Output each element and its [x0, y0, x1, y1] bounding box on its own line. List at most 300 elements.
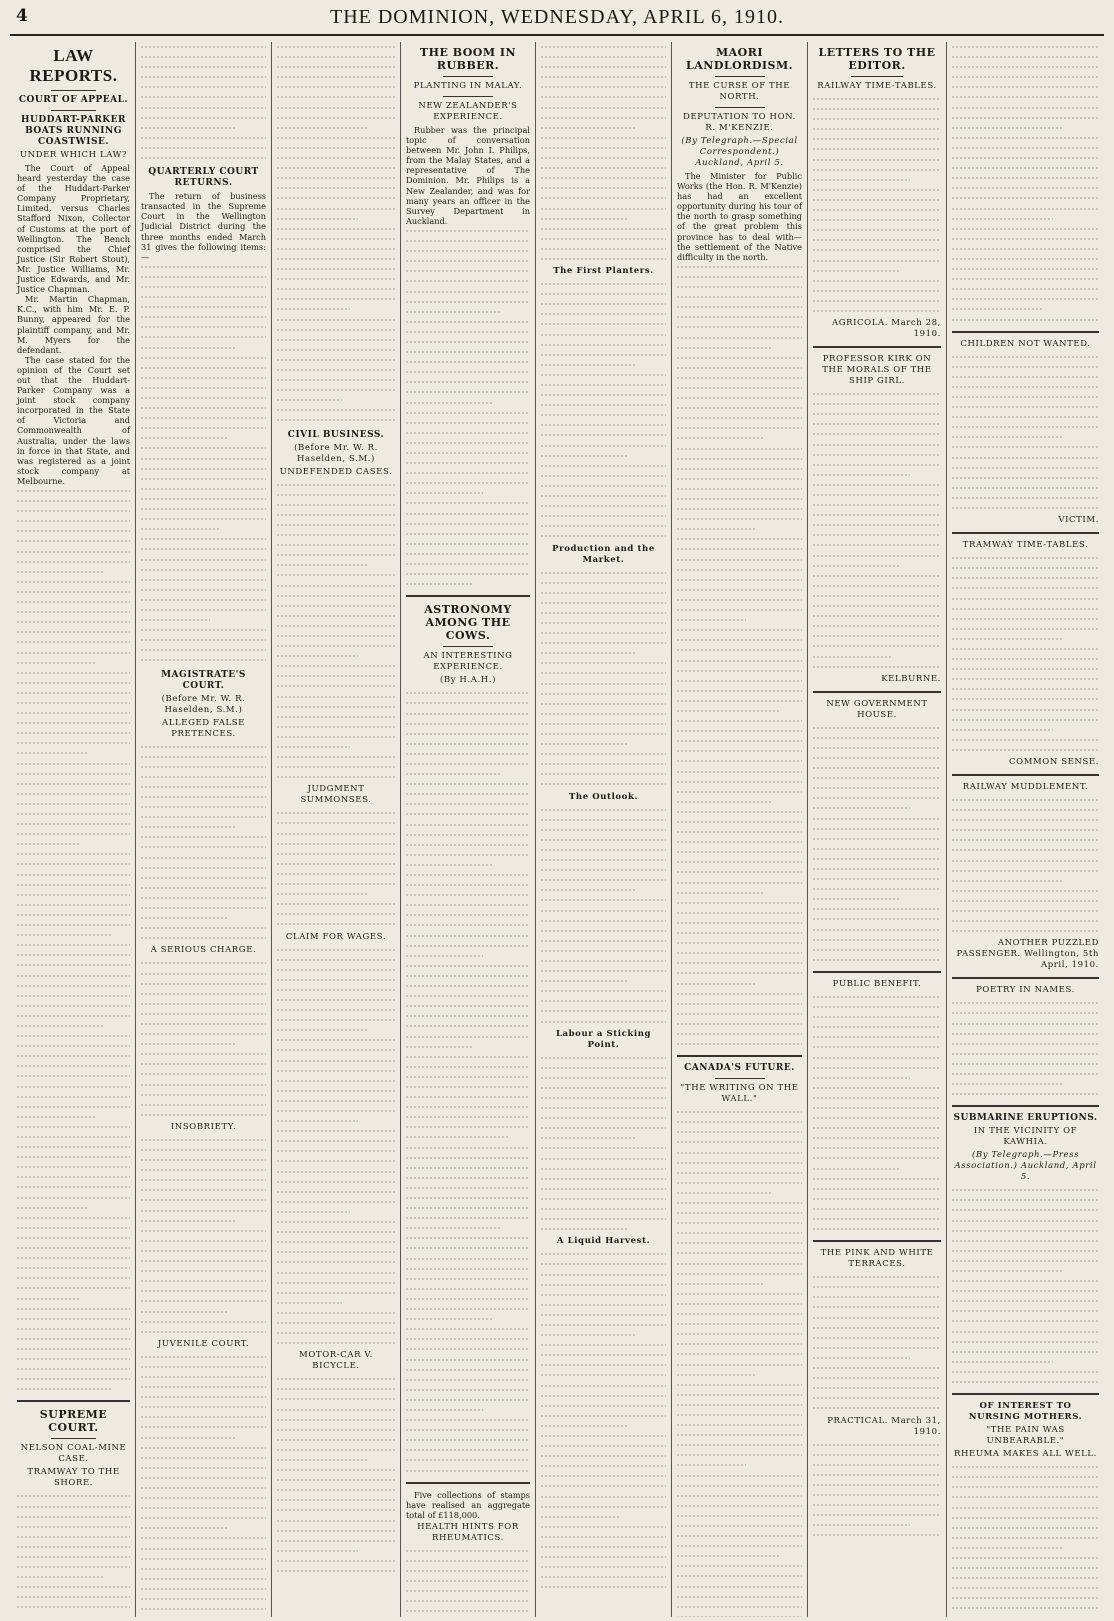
- text-line: [813, 793, 941, 803]
- text-line: [406, 1193, 530, 1203]
- text-line: [541, 699, 666, 709]
- text-line: [541, 1391, 666, 1401]
- text-line: [406, 226, 530, 236]
- text-line: [541, 42, 666, 52]
- text-line: [277, 919, 395, 929]
- text-line: [277, 1516, 395, 1526]
- text-line: [406, 1556, 530, 1566]
- text-line: [17, 668, 130, 678]
- text-line: [141, 1352, 266, 1362]
- text-line: [952, 1079, 1064, 1089]
- text-line: [141, 103, 266, 113]
- text-line: [813, 440, 941, 450]
- text-line: [952, 1306, 1099, 1316]
- text-line: [952, 183, 1099, 193]
- text-line: [541, 471, 666, 481]
- text-line: [677, 847, 802, 857]
- text-line: [17, 1041, 130, 1051]
- text-line: [406, 698, 530, 708]
- body-text: [813, 1272, 941, 1413]
- text-line: [277, 325, 395, 335]
- text-line: [677, 777, 802, 787]
- text-line: [813, 1490, 941, 1500]
- column-rubber-continued: [535, 42, 671, 1617]
- text-line: [541, 729, 666, 739]
- text-line: [406, 789, 530, 799]
- text-line: [141, 1392, 266, 1402]
- text-line: [406, 337, 530, 347]
- text-line: [813, 1022, 941, 1032]
- text-line: [952, 856, 1099, 866]
- text-line: [277, 204, 395, 214]
- text-line: [141, 433, 227, 443]
- text-line: [813, 1012, 941, 1022]
- text-line: [677, 857, 802, 867]
- text-line: [541, 1451, 666, 1461]
- text-line: [406, 1334, 530, 1344]
- text-line: [541, 1194, 666, 1204]
- subheading-claim-wages: CLAIM FOR WAGES.: [285, 931, 387, 942]
- text-line: [17, 1344, 130, 1354]
- text-line: [677, 1218, 802, 1228]
- text-line: [677, 504, 802, 514]
- text-line: [677, 373, 802, 383]
- text-line: [17, 486, 130, 496]
- text-line: [952, 896, 1099, 906]
- text-line: [952, 1573, 1099, 1583]
- text-line: [141, 1296, 266, 1306]
- text-line: [141, 565, 266, 575]
- text-line: [406, 559, 530, 569]
- text-line: [406, 1576, 530, 1586]
- text-line: [952, 1276, 1099, 1286]
- text-line: [277, 591, 395, 601]
- text-line: [141, 1286, 266, 1296]
- text-line: [813, 733, 941, 743]
- text-line: [541, 254, 666, 264]
- text-line: [17, 1021, 103, 1031]
- text-line: [541, 1421, 627, 1431]
- subheading-labour: Labour a Sticking Point.: [555, 1028, 652, 1050]
- text-line: [277, 601, 395, 611]
- text-line: [141, 1463, 266, 1473]
- text-line: [952, 906, 1099, 916]
- text-line: [952, 463, 1099, 473]
- text-line: [17, 577, 130, 587]
- text-line: [277, 143, 395, 153]
- text-line: [406, 920, 530, 930]
- text-line: [17, 920, 130, 930]
- text-line: [141, 1155, 266, 1165]
- subheading-poetry-names: POETRY IN NAMES.: [976, 985, 1075, 996]
- text-line: [677, 635, 802, 645]
- text-line: [277, 909, 395, 919]
- text-line: [541, 133, 666, 143]
- text-line: [17, 1532, 130, 1542]
- text-line: [277, 123, 367, 133]
- text-line: [677, 544, 802, 554]
- text-line: [952, 1357, 1053, 1367]
- text-line: [952, 604, 1099, 614]
- text-line: [141, 1453, 266, 1463]
- text-line: [141, 903, 266, 913]
- text-line: [17, 859, 130, 869]
- text-line: [406, 1082, 530, 1092]
- text-line: [952, 453, 1099, 463]
- text-line: [952, 1195, 1099, 1205]
- text-line: [813, 286, 941, 296]
- text-line: [813, 1403, 941, 1413]
- text-line: [952, 845, 1099, 855]
- text-line: [952, 1246, 1099, 1256]
- text-line: [141, 923, 266, 933]
- subheading-children-not-wanted: CHILDREN NOT WANTED.: [960, 338, 1091, 349]
- text-line: [141, 792, 266, 802]
- text-line: [952, 624, 1099, 634]
- text-line: [141, 443, 266, 453]
- text-line: [813, 904, 941, 914]
- text-line: [141, 655, 266, 665]
- text-line: [277, 641, 395, 651]
- text-line: [277, 1394, 395, 1404]
- text-line: [17, 1001, 130, 1011]
- text-line: [141, 1433, 236, 1443]
- text-line: [277, 415, 395, 425]
- text-line: [17, 880, 130, 890]
- text-line: [677, 605, 802, 615]
- text-line: [541, 1174, 666, 1184]
- body-text: [277, 808, 395, 929]
- text-line: [141, 373, 266, 383]
- body-text: [17, 486, 130, 1394]
- text-line: [17, 971, 130, 981]
- text-line: [541, 1552, 666, 1562]
- text-line: [813, 175, 910, 185]
- text-line: [141, 1059, 266, 1069]
- text-line: [277, 1167, 395, 1177]
- text-line: [406, 1112, 530, 1122]
- text-line: [541, 608, 666, 618]
- dateline: (By Telegraph.—Press Association.) Auckland, April 5.: [954, 1150, 1097, 1183]
- text-line: [17, 1502, 130, 1512]
- text-line: [406, 236, 530, 246]
- text-line: [277, 651, 358, 661]
- text-line: [277, 1126, 395, 1136]
- text-line: [813, 114, 941, 124]
- text-line: [141, 1019, 266, 1029]
- text-line: [677, 454, 802, 464]
- text-line: [277, 1526, 395, 1536]
- text-line: [541, 1542, 666, 1552]
- text-line: [541, 340, 666, 350]
- text-line: [677, 1592, 802, 1602]
- text-line: [141, 123, 236, 133]
- text-line: [17, 1314, 130, 1324]
- text-line: [541, 1350, 666, 1360]
- text-line: [406, 759, 530, 769]
- text-line: [141, 423, 266, 433]
- text-line: [277, 490, 395, 500]
- text-line: [541, 330, 666, 340]
- text-line: [406, 1092, 530, 1102]
- text-line: [141, 82, 266, 92]
- text-line: [952, 735, 1099, 745]
- body-text: [406, 1546, 530, 1617]
- text-line: [17, 1582, 130, 1592]
- text-line: [541, 709, 666, 719]
- text-line: [277, 839, 395, 849]
- text-line: [677, 989, 802, 999]
- text-line: [813, 935, 941, 945]
- text-line: [141, 958, 266, 968]
- text-line: [677, 867, 802, 877]
- text-line: [541, 1073, 666, 1083]
- text-line: [277, 254, 395, 264]
- text-line: [277, 1465, 395, 1475]
- text-line: [813, 540, 941, 550]
- text-line: [406, 1052, 530, 1062]
- text-line: [952, 1256, 1099, 1266]
- text-line: [406, 860, 492, 870]
- text-line: [813, 1353, 910, 1363]
- text-line: [406, 1102, 530, 1112]
- text-line: [952, 1069, 1099, 1079]
- text-line: [677, 908, 802, 918]
- text-line: [17, 799, 130, 809]
- text-line: [406, 478, 530, 488]
- text-line: [541, 193, 666, 203]
- text-line: [541, 845, 666, 855]
- text-line: [141, 1100, 266, 1110]
- text-line: [541, 749, 666, 759]
- text-line: [677, 433, 763, 443]
- text-line: [952, 143, 1099, 153]
- text-line: [141, 782, 266, 792]
- text-line: [406, 569, 530, 579]
- text-line: [541, 1300, 666, 1310]
- text-line: [677, 1481, 802, 1491]
- text-line: [406, 1294, 530, 1304]
- text-line: [277, 193, 395, 203]
- text-line: [677, 322, 802, 332]
- text-line: [541, 350, 666, 360]
- text-line: [406, 1243, 530, 1253]
- text-line: [17, 1112, 95, 1122]
- text-line: [677, 1582, 802, 1592]
- text-line: [406, 509, 530, 519]
- text-line: [406, 1395, 530, 1405]
- text-line: [541, 461, 666, 471]
- text-line: [813, 884, 941, 894]
- text-line: [677, 736, 802, 746]
- text-line: [141, 1216, 236, 1226]
- text-line: [406, 830, 530, 840]
- text-line: [141, 92, 266, 102]
- text-line: [813, 1510, 941, 1520]
- text-line: [541, 163, 666, 173]
- text-line: [541, 946, 666, 956]
- text-line: [277, 1384, 395, 1394]
- text-line: [952, 1593, 1099, 1603]
- text-line: [541, 1330, 636, 1340]
- text-line: [677, 1602, 802, 1612]
- text-line: [141, 353, 266, 363]
- body-text: [813, 723, 941, 965]
- text-line: [406, 1455, 530, 1465]
- text-line: [277, 1187, 395, 1197]
- text-line: [277, 62, 395, 72]
- text-line: [406, 1566, 530, 1576]
- text-line: [952, 62, 1099, 72]
- text-line: [952, 664, 1099, 674]
- subheading-court-of-appeal: COURT OF APPEAL.: [18, 95, 129, 105]
- text-line: [17, 991, 130, 1001]
- text-line: [677, 958, 802, 968]
- text-line: [141, 615, 210, 625]
- text-line: [677, 888, 763, 898]
- text-line: [541, 759, 666, 769]
- text-line: [277, 183, 395, 193]
- column-letters: [807, 42, 946, 1617]
- subheading-rheuma: RHEUMA MAKES ALL WELL.: [954, 1449, 1097, 1460]
- text-line: [141, 272, 266, 282]
- text-line: [141, 1412, 266, 1422]
- text-line: [406, 1011, 530, 1021]
- text-line: [677, 1158, 802, 1168]
- text-line: [677, 1511, 802, 1521]
- text-line: [677, 1009, 802, 1019]
- text-line: [406, 1021, 530, 1031]
- text-line: [406, 438, 530, 448]
- body-text: [17, 1491, 130, 1617]
- text-line: [141, 72, 266, 82]
- text-line: [813, 256, 941, 266]
- text-line: [541, 1572, 666, 1582]
- text-line: [141, 979, 266, 989]
- text-line: [541, 511, 666, 521]
- body-paragraph: The return of business transacted in the Supreme Court in the Wellington Judicial District during the three months ended March 31 gives the following items:—: [141, 191, 266, 262]
- text-line: [813, 225, 941, 235]
- text-line: [677, 706, 781, 716]
- text-line: [952, 1533, 1099, 1543]
- text-line: [406, 991, 530, 1001]
- text-line: [17, 829, 130, 839]
- text-line: [541, 1411, 666, 1421]
- text-line: [952, 1482, 1099, 1492]
- text-line: [141, 752, 266, 762]
- text-line: [406, 266, 530, 276]
- columns: [12, 42, 1104, 1617]
- text-line: [952, 1563, 1099, 1573]
- signature: AGRICOLA. March 28, 1910.: [831, 318, 941, 340]
- text-line: [141, 143, 266, 153]
- text-line: [541, 1471, 666, 1481]
- text-line: [277, 244, 395, 254]
- text-line: [813, 155, 941, 165]
- text-line: [677, 1450, 802, 1460]
- text-line: [677, 1178, 802, 1188]
- text-line: [277, 1405, 395, 1415]
- text-line: [406, 880, 530, 890]
- text-line: [541, 1063, 666, 1073]
- text-line: [541, 1083, 666, 1093]
- text-line: [541, 996, 666, 1006]
- subheading-tramway-timetables: TRAMWAY TIME-TABLES.: [962, 540, 1089, 551]
- text-line: [952, 1226, 1099, 1236]
- text-line: [813, 306, 941, 316]
- body-text: [952, 1462, 1099, 1617]
- text-line: [677, 1259, 802, 1269]
- text-line: [813, 144, 941, 154]
- text-line: [813, 1500, 941, 1510]
- column-court-returns: [135, 42, 271, 1617]
- text-line: [541, 380, 666, 390]
- text-line: [406, 1385, 530, 1395]
- text-line: [952, 654, 1099, 664]
- text-line: [952, 1049, 1099, 1059]
- text-line: [952, 1039, 1099, 1049]
- text-line: [277, 965, 395, 975]
- text-line: [141, 363, 266, 373]
- text-line: [406, 1344, 530, 1354]
- text-line: [813, 1383, 941, 1393]
- text-line: [17, 587, 130, 597]
- text-line: [277, 1207, 350, 1217]
- signature: VICTIM.: [1058, 515, 1099, 526]
- text-line: [141, 575, 266, 585]
- body-text: [813, 94, 941, 316]
- body-text: [141, 1135, 266, 1337]
- text-line: [17, 1193, 130, 1203]
- text-line: [406, 428, 530, 438]
- text-line: [17, 1273, 130, 1283]
- text-line: [141, 1544, 266, 1554]
- text-line: [813, 763, 941, 773]
- text-line: [141, 1513, 266, 1523]
- body-text: [813, 1440, 941, 1541]
- text-line: [677, 1551, 781, 1561]
- text-line: [141, 1443, 266, 1453]
- text-line: [277, 899, 395, 909]
- text-line: [952, 614, 1099, 624]
- signature: PRACTICAL. March 31, 1910.: [827, 1415, 941, 1437]
- text-line: [541, 1103, 666, 1113]
- text-line: [813, 276, 941, 286]
- body-text: [277, 1374, 395, 1576]
- text-line: [952, 362, 1099, 372]
- text-line: [813, 134, 941, 144]
- text-line: [141, 1175, 266, 1185]
- text-line: [406, 297, 530, 307]
- signature: COMMON SENSE.: [1009, 757, 1099, 767]
- text-line: [677, 817, 802, 827]
- text-line: [406, 1062, 530, 1072]
- text-line: [677, 595, 802, 605]
- text-line: [813, 296, 941, 306]
- text-line: [277, 772, 395, 782]
- text-line: [277, 1056, 395, 1066]
- text-line: [677, 837, 802, 847]
- text-line: [677, 1238, 802, 1248]
- text-line: [813, 490, 941, 500]
- text-line: [677, 474, 802, 484]
- text-line: [277, 540, 395, 550]
- subheading-juvenile-court: JUVENILE COURT.: [157, 1338, 250, 1349]
- body-text: [277, 42, 395, 426]
- text-line: [141, 1165, 266, 1175]
- text-line: [17, 1592, 130, 1602]
- text-line: [541, 739, 627, 749]
